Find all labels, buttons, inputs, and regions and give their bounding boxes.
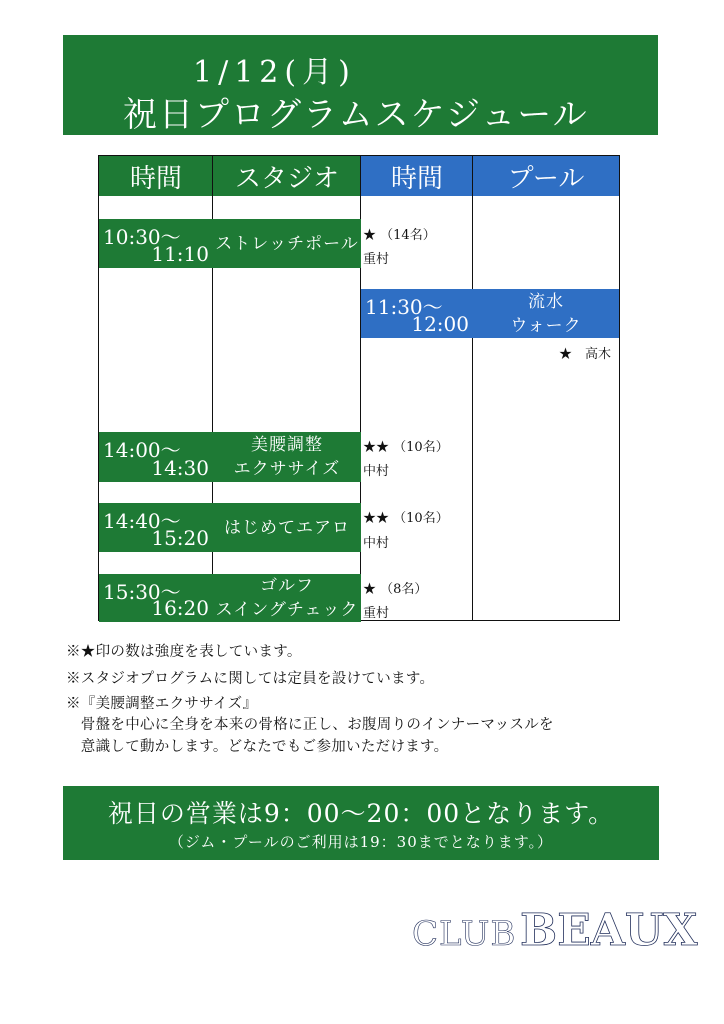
- program-name: 美腰調整 エクササイズ: [233, 435, 341, 479]
- program-instructor: 中村: [363, 536, 390, 551]
- note-program-title: ※『美腰調整エクササイズ』: [66, 696, 258, 712]
- page-title: 祝日プログラムスケジュール: [123, 95, 589, 135]
- note-capacity: ※スタジオプログラムに関しては定員を設けています。: [66, 671, 435, 687]
- title-banner: [63, 35, 658, 135]
- header-pool: プール: [473, 156, 619, 196]
- program-name: ストレッチポール: [215, 233, 359, 254]
- program-end-time: 11:10: [151, 242, 209, 266]
- program-intensity: ★★ （10名）: [363, 440, 449, 455]
- header-pool-time: 時間: [361, 156, 473, 196]
- logo-club-text: CLUB: [412, 914, 517, 954]
- note-program-desc-1: 骨盤を中心に全身を本来の骨格に正し、お腹周りのインナーマッスルを: [66, 717, 554, 733]
- schedule-table: [98, 155, 620, 621]
- program-end-time: 16:20: [151, 596, 209, 620]
- program-instructor: 中村: [363, 464, 390, 479]
- program-intensity: ★ （8名）: [363, 582, 428, 597]
- program-start-time: 11:30〜: [365, 295, 443, 319]
- program-end-time: 12:00: [411, 312, 469, 336]
- program-end-time: 15:20: [151, 526, 209, 550]
- program-start-time: 15:30〜: [103, 580, 181, 604]
- logo-beaux-text: BEAUX: [520, 905, 698, 956]
- program-intensity: ★ （14名）: [363, 228, 436, 243]
- hours-main-text: 祝日の営業は9：00〜20：00となります。: [107, 799, 615, 828]
- program-instructor: 重村: [363, 252, 390, 267]
- note-program-desc-2: 意識して動かします。どなたでもご参加いただけます。: [66, 739, 449, 755]
- program-start-time: 14:40〜: [103, 509, 181, 533]
- program-instructor: 重村: [363, 606, 390, 621]
- header-studio: スタジオ: [213, 156, 361, 196]
- column-divider: [472, 156, 473, 620]
- header-studio-time: 時間: [99, 156, 213, 196]
- hours-banner: [63, 786, 659, 860]
- program-name: 流水 ウォーク: [510, 291, 582, 336]
- title-date: 1/12(月): [193, 55, 356, 90]
- program-intensity: ★★ （10名）: [363, 511, 449, 526]
- hours-sub-text: （ジム・プールのご利用は19：30までとなります。）: [168, 833, 554, 851]
- program-instructor: ★ 高木: [559, 347, 612, 362]
- program-name: ゴルフ スイングチェック: [215, 576, 359, 620]
- program-start-time: 14:00〜: [103, 438, 181, 462]
- program-end-time: 14:30: [151, 456, 209, 480]
- program-start-time: 10:30〜: [103, 225, 181, 249]
- program-name: はじめてエアロ: [224, 517, 350, 538]
- note-intensity: ※★印の数は強度を表しています。: [66, 644, 302, 660]
- club-logo: [412, 904, 698, 956]
